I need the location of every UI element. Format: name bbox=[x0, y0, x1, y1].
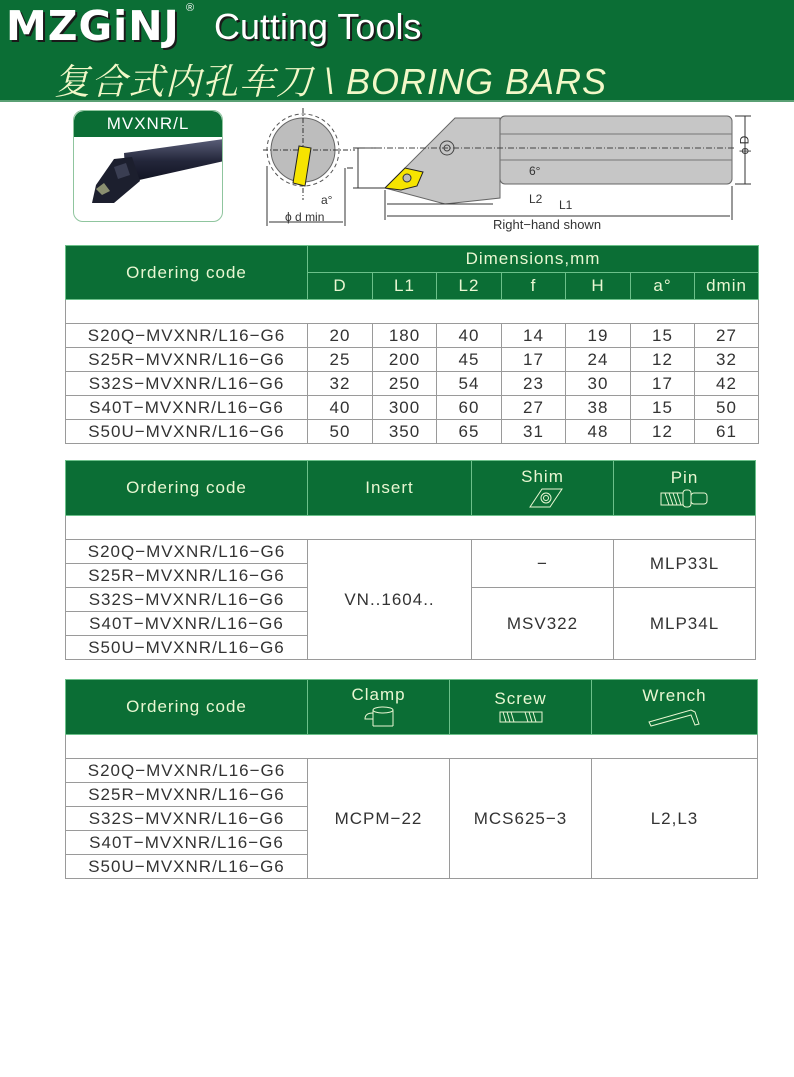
diagram-caption: Right−hand shown bbox=[493, 217, 602, 232]
clamp-header bbox=[308, 680, 450, 735]
ordering-code: S25R−MVXNR/L16−G6 bbox=[66, 783, 308, 807]
table-row bbox=[66, 420, 759, 444]
ordering-code-header: Ordering code bbox=[66, 246, 308, 300]
clamp-icon bbox=[359, 705, 399, 729]
column-header: a° bbox=[631, 273, 695, 300]
cell: 40 bbox=[437, 324, 502, 348]
ordering-code: S20Q−MVXNR/L16−G6 bbox=[66, 540, 308, 564]
cell: 61 bbox=[695, 420, 759, 444]
table-row bbox=[66, 348, 759, 372]
cell: 15 bbox=[631, 324, 695, 348]
ordering-code: S25R−MVXNR/L16−G6 bbox=[66, 564, 308, 588]
cell: 54 bbox=[437, 372, 502, 396]
ordering-code: S40T−MVXNR/L16−G6 bbox=[66, 612, 308, 636]
cell: 42 bbox=[695, 372, 759, 396]
l1-label: L1 bbox=[559, 198, 573, 212]
column-header: f bbox=[502, 273, 566, 300]
angle6-label: 6° bbox=[529, 164, 541, 178]
pin-header bbox=[614, 461, 756, 516]
page-title: 复合式内孔车刀 \ BORING BARS bbox=[54, 61, 608, 102]
ordering-code: S50U−MVXNR/L16−G6 bbox=[66, 420, 308, 444]
cell: 27 bbox=[502, 396, 566, 420]
column-header: D bbox=[308, 273, 373, 300]
tagline: Cutting Tools bbox=[214, 6, 422, 47]
insert-value: VN..1604.. bbox=[308, 540, 472, 660]
cell: 24 bbox=[566, 348, 631, 372]
dmin-label: ϕ d min bbox=[285, 210, 325, 224]
cell: 200 bbox=[373, 348, 437, 372]
cell: 48 bbox=[566, 420, 631, 444]
wrench-value: L2,L3 bbox=[592, 759, 758, 879]
ordering-code: S20Q−MVXNR/L16−G6 bbox=[66, 759, 308, 783]
pin-icon bbox=[657, 488, 713, 508]
cell: 12 bbox=[631, 420, 695, 444]
table-row bbox=[66, 759, 758, 783]
insert-header: Insert bbox=[308, 461, 472, 516]
cell: 17 bbox=[502, 348, 566, 372]
angle-label: a° bbox=[321, 193, 333, 207]
boring-bar-photo-icon bbox=[74, 137, 223, 222]
cell: 65 bbox=[437, 420, 502, 444]
cell: 300 bbox=[373, 396, 437, 420]
ordering-code: S32S−MVXNR/L16−G6 bbox=[66, 807, 308, 831]
cell: 38 bbox=[566, 396, 631, 420]
cell: 350 bbox=[373, 420, 437, 444]
cell: 60 bbox=[437, 396, 502, 420]
cell: 17 bbox=[631, 372, 695, 396]
shim-icon bbox=[518, 487, 568, 509]
column-header: L1 bbox=[373, 273, 437, 300]
table-row bbox=[66, 324, 759, 348]
page-header bbox=[0, 0, 794, 102]
cell: 31 bbox=[502, 420, 566, 444]
registered-mark: ® bbox=[186, 2, 195, 14]
ordering-code: S40T−MVXNR/L16−G6 bbox=[66, 396, 308, 420]
l2-label: L2 bbox=[529, 192, 543, 206]
cell: 30 bbox=[566, 372, 631, 396]
technical-drawing-icon bbox=[255, 108, 755, 233]
clamp-header-label: Clamp bbox=[351, 685, 406, 704]
cell: 40 bbox=[308, 396, 373, 420]
tool-diagram bbox=[255, 108, 755, 238]
shim-header-label: Shim bbox=[521, 467, 564, 486]
column-header: H bbox=[566, 273, 631, 300]
ordering-code: S20Q−MVXNR/L16−G6 bbox=[66, 324, 308, 348]
product-model: MVXNR/L bbox=[74, 111, 222, 137]
ordering-code: S50U−MVXNR/L16−G6 bbox=[66, 855, 308, 879]
cell: 23 bbox=[502, 372, 566, 396]
pin-header-label: Pin bbox=[670, 468, 699, 487]
wrench-icon bbox=[645, 706, 705, 728]
cell: 50 bbox=[695, 396, 759, 420]
ordering-code-header: Ordering code bbox=[66, 680, 308, 735]
clamp-screw-wrench-table bbox=[65, 679, 758, 879]
cell: 50 bbox=[308, 420, 373, 444]
pin-value: MLP33L bbox=[614, 540, 756, 588]
screw-header bbox=[450, 680, 592, 735]
clamp-value: MCPM−22 bbox=[308, 759, 450, 879]
cell: 20 bbox=[308, 324, 373, 348]
cell: 14 bbox=[502, 324, 566, 348]
wrench-header-label: Wrench bbox=[642, 686, 707, 705]
cell: 12 bbox=[631, 348, 695, 372]
ordering-code: S32S−MVXNR/L16−G6 bbox=[66, 372, 308, 396]
shim-value: − bbox=[472, 540, 614, 588]
ordering-code: S50U−MVXNR/L16−G6 bbox=[66, 636, 308, 660]
pin-value: MLP34L bbox=[614, 588, 756, 660]
cell: 45 bbox=[437, 348, 502, 372]
column-header: dmin bbox=[695, 273, 759, 300]
wrench-header bbox=[592, 680, 758, 735]
cell: 32 bbox=[308, 372, 373, 396]
shim-header bbox=[472, 461, 614, 516]
ordering-code-header: Ordering code bbox=[66, 461, 308, 516]
insert-shim-pin-table bbox=[65, 460, 756, 660]
ordering-code: S40T−MVXNR/L16−G6 bbox=[66, 831, 308, 855]
screw-header-label: Screw bbox=[494, 689, 547, 708]
dimensions-table bbox=[65, 245, 759, 444]
cell: 19 bbox=[566, 324, 631, 348]
cell: 27 bbox=[695, 324, 759, 348]
ordering-code: S25R−MVXNR/L16−G6 bbox=[66, 348, 308, 372]
cell: 180 bbox=[373, 324, 437, 348]
ordering-code: S32S−MVXNR/L16−G6 bbox=[66, 588, 308, 612]
brand-logo: MZGiNJ bbox=[6, 2, 180, 50]
cell: 15 bbox=[631, 396, 695, 420]
diameter-label: ϕ D bbox=[737, 135, 752, 155]
product-card bbox=[73, 110, 223, 222]
screw-icon bbox=[496, 709, 546, 725]
table-row bbox=[66, 396, 759, 420]
table-row bbox=[66, 372, 759, 396]
cell: 25 bbox=[308, 348, 373, 372]
column-header: L2 bbox=[437, 273, 502, 300]
dimensions-group-header: Dimensions,mm bbox=[308, 246, 759, 273]
table-row bbox=[66, 540, 756, 564]
shim-value: MSV322 bbox=[472, 588, 614, 660]
cell: 250 bbox=[373, 372, 437, 396]
cell: 32 bbox=[695, 348, 759, 372]
screw-value: MCS625−3 bbox=[450, 759, 592, 879]
